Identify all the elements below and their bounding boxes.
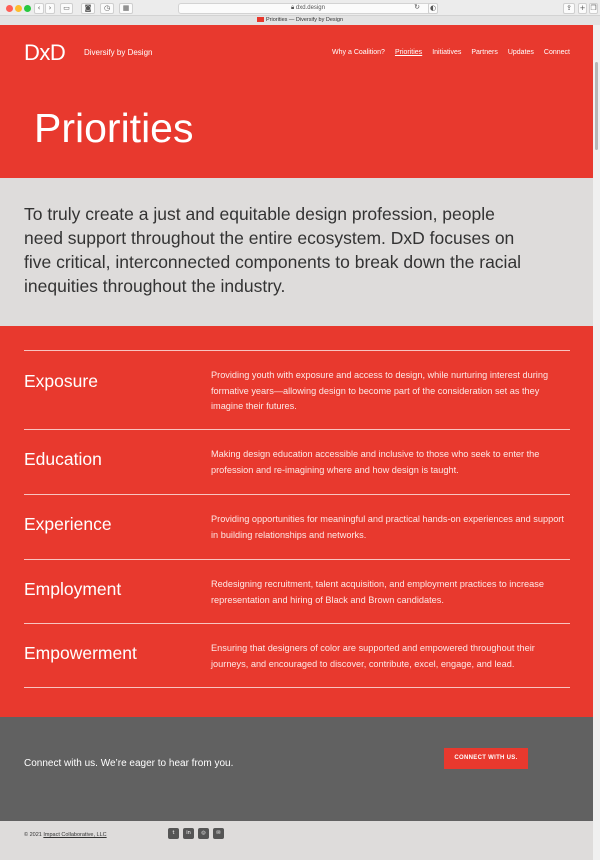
share-icon[interactable]: ⇪ — [563, 3, 575, 14]
priority-name: Empowerment — [24, 643, 137, 663]
address-bar[interactable] — [178, 3, 438, 14]
instagram-icon[interactable]: ◎ — [198, 828, 209, 839]
forward-button[interactable]: › — [45, 3, 55, 14]
connect-section — [0, 717, 593, 821]
priority-row-experience — [24, 494, 570, 559]
sidebar-icon[interactable]: ▭ — [60, 3, 73, 14]
url-text: dxd.design — [295, 5, 325, 11]
new-tab-button[interactable]: + — [579, 4, 586, 12]
browser-toolbar — [0, 0, 600, 25]
minimize-window-button[interactable] — [15, 5, 22, 12]
priority-row-employment — [24, 559, 570, 623]
main-nav — [332, 49, 570, 56]
back-button[interactable]: ‹ — [34, 3, 44, 14]
nav-item-partners[interactable]: Partners — [471, 49, 498, 56]
page-title: Priorities — [34, 105, 194, 151]
priority-row-exposure — [24, 350, 570, 429]
copyright-year: © 2021 — [24, 832, 42, 838]
priority-description: Providing opportunities for meaningful and practical hands-on experiences and support in building relationships and networks. — [211, 514, 564, 540]
footer — [0, 821, 593, 860]
tab-title: Priorities — Diversify by Design — [265, 17, 344, 23]
priority-description: Redesigning recruitment, talent acquisition, and employment practices to increase representation and hiring of Black and Brown candidates. — [211, 579, 544, 605]
priorities-list — [0, 326, 593, 717]
reader-icon[interactable]: ◐ — [429, 4, 437, 12]
page — [0, 25, 593, 860]
scrollbar[interactable] — [593, 25, 600, 860]
site-logo[interactable]: DxD — [24, 40, 66, 65]
grid-icon[interactable]: ▦ — [119, 3, 133, 14]
lock-icon: 🔒︎ — [291, 5, 296, 11]
priority-row-empowerment — [24, 623, 570, 688]
priority-description: Making design education accessible and inclusive to those who seek to enter the profession and re-imagining where and how design is taught. — [211, 449, 540, 475]
close-window-button[interactable] — [6, 5, 13, 12]
connect-button[interactable]: CONNECT WITH US. — [444, 748, 528, 769]
intro-text: To truly create a just and equitable design profession, people need support throughout the entire ecosystem. DxD focuses on five critical, interconnected components to break down the racial inequities throughout the industry. — [24, 204, 522, 296]
priority-name: Exposure — [24, 371, 98, 391]
history-icon[interactable]: ◷ — [100, 3, 114, 14]
shield-icon[interactable]: ◙ — [81, 3, 95, 14]
priority-row-education — [24, 429, 570, 494]
hero-section — [0, 25, 593, 178]
linkedin-icon[interactable]: in — [183, 828, 194, 839]
intro-section — [0, 178, 593, 326]
reload-icon[interactable]: ↻ — [414, 3, 420, 11]
priority-description: Ensuring that designers of color are supported and empowered throughout their journeys, and encouraged to discover, contribute, excel, engage, and lead. — [211, 643, 535, 669]
email-icon[interactable]: ✉ — [213, 828, 224, 839]
priority-name: Employment — [24, 579, 122, 599]
priority-description: Providing youth with exposure and access to design, while nurturing interest during formative years—allowing design to become part of the consideration set as they imagine their futures. — [211, 370, 549, 411]
copyright-link[interactable]: Impact Collaborative, LLC — [43, 832, 107, 838]
nav-item-connect[interactable]: Connect — [543, 49, 570, 56]
priority-name: Education — [24, 449, 102, 469]
site-tagline: Diversify by Design — [84, 48, 153, 57]
favicon-icon — [257, 17, 264, 22]
fullscreen-window-button[interactable] — [24, 5, 31, 12]
scrollbar-thumb[interactable] — [595, 62, 598, 150]
copyright — [24, 832, 107, 838]
nav-item-updates[interactable]: Updates — [507, 49, 534, 56]
priority-name: Experience — [24, 514, 112, 534]
tab-active[interactable] — [0, 15, 600, 25]
nav-item-initiatives[interactable]: Initiatives — [432, 49, 462, 56]
connect-message: Connect with us. We’re eager to hear from you. — [24, 758, 234, 769]
social-links — [168, 828, 224, 839]
twitter-icon[interactable]: t — [168, 828, 179, 839]
tab-overview-icon[interactable]: ❐ — [590, 4, 597, 12]
nav-item-priorities[interactable]: Priorities — [394, 49, 423, 56]
nav-item-why-coalition[interactable]: Why a Coalition? — [332, 49, 385, 56]
